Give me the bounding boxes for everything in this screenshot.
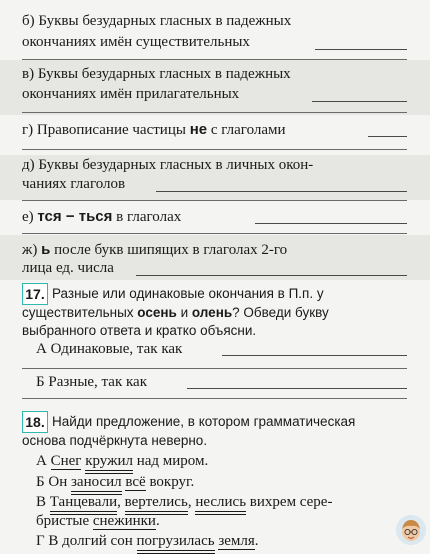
predicate-word: заносил: [70, 474, 122, 490]
option-a-sentence[interactable]: [36, 453, 208, 470]
option-g-sentence[interactable]: [36, 533, 259, 550]
answer-line[interactable]: [368, 136, 407, 137]
item-zh-prefix: ж): [22, 242, 42, 258]
answer-line[interactable]: [22, 112, 407, 113]
task-18-line2: основа подчёркнута неверно.: [22, 433, 208, 448]
subject-word: снежинки: [92, 513, 156, 529]
item-zh-bold: ь: [41, 241, 51, 258]
answer-line[interactable]: [315, 49, 407, 50]
stripe: [0, 0, 430, 60]
answer-line[interactable]: [255, 223, 407, 224]
item-e-bold: тся − ться: [37, 208, 113, 225]
word-osen: осень: [137, 305, 177, 320]
subject-word: Снег: [50, 453, 82, 469]
sentence-rest: вокруг.: [145, 474, 195, 490]
task-18-number: 18.: [22, 411, 48, 433]
option-letter: В: [36, 494, 50, 510]
item-zh-line2: лица ед. числа: [22, 260, 114, 276]
sentence-rest: вихрем сере-: [246, 494, 333, 510]
answer-line[interactable]: [312, 101, 407, 102]
task-17-line2-a: существительных: [22, 305, 138, 320]
option-b-sentence[interactable]: [36, 474, 194, 491]
answer-line[interactable]: [222, 355, 407, 356]
option-a[interactable]: А Одинаковые, так как: [36, 341, 183, 357]
item-zh-line1: [22, 241, 287, 259]
sentence-rest: над миром.: [132, 453, 209, 469]
item-v-line2: окончаниях имён прилагательных: [22, 86, 240, 102]
task-18-line1: Найди предложение, в котором грамматическая: [52, 414, 356, 429]
sentence-end: .: [254, 533, 259, 549]
item-b-line1: б) Буквы безударных гласных в падежных: [22, 13, 292, 29]
answer-line[interactable]: [22, 59, 407, 60]
item-v-line1: в) Буквы безударных гласных в падежных: [22, 66, 291, 82]
subject-word: земля: [218, 533, 255, 549]
item-d-line1: д) Буквы безударных гласных в личных окон-: [22, 157, 314, 173]
subject-word: всё: [125, 474, 146, 490]
answer-line[interactable]: [22, 200, 407, 201]
task-17-line1: Разные или одинаковые окончания в П.п. у: [52, 286, 324, 301]
option-v-sentence[interactable]: В Танцевали, вертелись, неслись вихрем сере-: [36, 494, 333, 510]
answer-line[interactable]: [156, 191, 407, 192]
task-17-line2: [22, 304, 329, 321]
answer-line[interactable]: [22, 149, 407, 150]
answer-line[interactable]: [22, 233, 407, 234]
answer-line[interactable]: [22, 398, 407, 399]
item-e: [22, 208, 181, 226]
item-g: [22, 121, 286, 139]
option-b[interactable]: Б Разные, так как: [36, 374, 147, 390]
word-olen: олень: [191, 305, 233, 320]
item-e-suffix: в глаголах: [112, 209, 182, 225]
task-17-line3: выбранного ответа и кратко объясни.: [22, 323, 257, 338]
predicate-word: погрузилась: [136, 533, 215, 549]
answer-line[interactable]: [187, 388, 407, 389]
item-e-prefix: е): [22, 209, 38, 225]
item-zh-rest: после букв шипящих в глаголах 2-го: [50, 242, 288, 258]
item-b-line2: окончаниях имён существительных: [22, 34, 250, 50]
task-17-line2-q: ? Обведи букву: [232, 305, 329, 320]
task-17-number: 17.: [22, 283, 48, 305]
item-g-prefix: г) Правописание частицы: [22, 122, 190, 138]
option-letter: А: [36, 453, 51, 469]
option-v-line2: [36, 513, 160, 530]
predicate-word: кружил: [85, 453, 133, 469]
answer-line[interactable]: [136, 275, 407, 276]
predicate-word: неслись: [195, 494, 247, 510]
predicate-word: вертелись: [124, 494, 188, 510]
sentence-end: .: [155, 513, 160, 529]
sentence-part: бристые: [36, 513, 93, 529]
predicate-word: Танцевали: [49, 494, 118, 510]
answer-line[interactable]: [22, 368, 407, 369]
option-letter: Б Он: [36, 474, 71, 490]
item-g-bold: не: [189, 121, 208, 138]
task-17-and: и: [176, 305, 192, 320]
item-g-suffix: с глаголами: [207, 122, 286, 138]
option-letter: Г В долгий сон: [36, 533, 137, 549]
item-d-line2: чаниях глаголов: [22, 176, 126, 192]
boy-face-icon: [396, 515, 426, 545]
